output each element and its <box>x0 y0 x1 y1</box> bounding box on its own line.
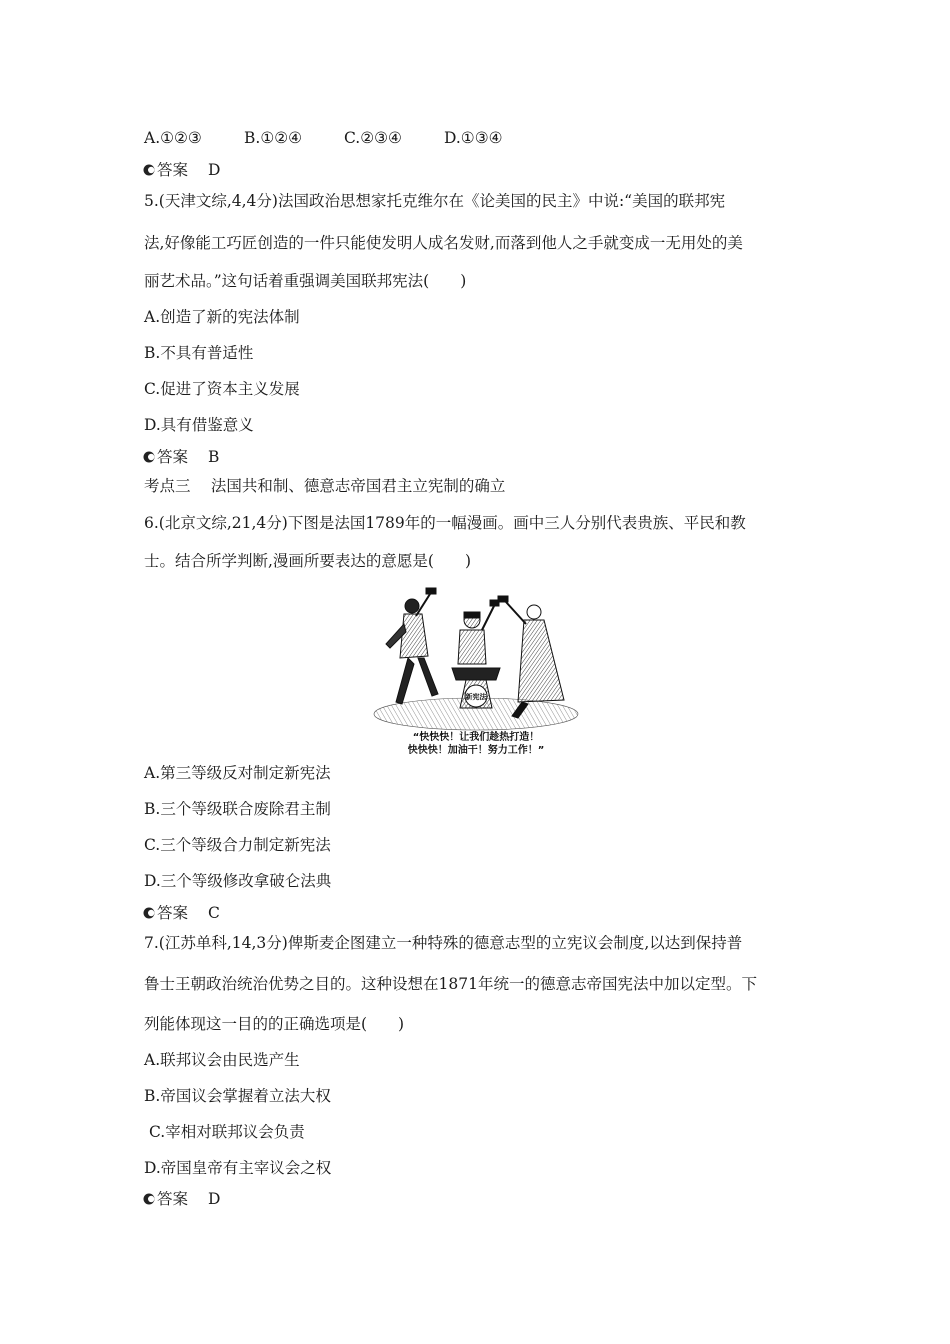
q4-option-c: C.②③④ <box>344 129 402 147</box>
cartoon-caption-line2: 快快快！加油干！努力工作！” <box>407 745 545 756</box>
answer-marker-icon <box>143 451 155 463</box>
q6-option-c: C.三个等级合力制定新宪法 <box>144 836 331 854</box>
q4-option-d: D.①③④ <box>444 129 503 147</box>
middle-figure <box>458 600 499 664</box>
answer-value: C <box>208 904 220 922</box>
q7-option-a: A.联邦议会由民选产生 <box>144 1051 300 1069</box>
answer-value: D <box>208 1190 221 1208</box>
q5-stem-line1: 5.(天津文综,4,4分)法国政治思想家托克维尔在《论美国的民主》中说:“美国的联邦宪 <box>144 192 726 210</box>
q5-option-b: B.不具有普适性 <box>144 344 254 362</box>
q6-option-b: B.三个等级联合废除君主制 <box>144 800 331 818</box>
q7-option-d: D.帝国皇帝有主宰议会之权 <box>144 1159 332 1177</box>
answer-label: 答案 <box>157 1190 189 1208</box>
q4-option-b: B.①②④ <box>244 129 303 147</box>
q7-answer <box>143 1189 220 1209</box>
q5-option-d: D.具有借鉴意义 <box>144 416 254 434</box>
answer-label: 答案 <box>157 448 189 466</box>
anvil-label: 新宪法 <box>465 693 487 701</box>
q4-option-a: A.①②③ <box>144 129 202 147</box>
q7-stem-line2: 鲁士王朝政治统治优势之目的。这种设想在1871年统一的德意志帝国宪法中加以定型。下 <box>144 975 757 993</box>
q4-options <box>144 128 503 148</box>
answer-value: B <box>208 448 220 466</box>
cartoon-caption-line1: “快快快！让我们趁热打造！ <box>412 732 540 743</box>
q4-answer <box>143 160 220 180</box>
q5-answer <box>143 447 219 467</box>
q6-stem-line1: 6.(北京文综,21,4分)下图是法国1789年的一幅漫画。画中三人分别代表贵族、平民和教 <box>144 514 746 532</box>
q5-stem-line3: 丽艺术品。”这句话着重强调美国联邦宪法( ) <box>144 272 467 290</box>
answer-marker-icon <box>143 907 155 919</box>
q6-stem-line2: 士。结合所学判断,漫画所要表达的意愿是( ) <box>144 552 472 570</box>
q6-option-a: A.第三等级反对制定新宪法 <box>144 764 331 782</box>
left-figure <box>386 588 438 704</box>
q7-option-b: B.帝国议会掌握着立法大权 <box>144 1087 331 1105</box>
answer-marker-icon <box>143 164 155 176</box>
q7-stem-line1: 7.(江苏单科,14,3分)俾斯麦企图建立一种特殊的德意志型的立宪议会制度,以达到保持普 <box>144 934 743 952</box>
answer-label: 答案 <box>157 161 189 179</box>
q5-option-c: C.促进了资本主义发展 <box>144 380 300 398</box>
q5-option-a: A.创造了新的宪法体制 <box>144 308 300 326</box>
section-heading: 考点三 法国共和制、德意志帝国君主立宪制的确立 <box>144 477 506 495</box>
answer-value: D <box>208 161 221 179</box>
q7-stem-line3: 列能体现这一目的的正确选项是( ) <box>144 1015 405 1033</box>
q7-option-c: C.宰相对联邦议会负责 <box>149 1123 305 1141</box>
answer-label: 答案 <box>157 904 189 922</box>
q5-stem-line2: 法,好像能工巧匠创造的一件只能使发明人成名发财,而落到他人之手就变成一无用处的美 <box>144 234 743 252</box>
q6-option-d: D.三个等级修改拿破仑法典 <box>144 872 332 890</box>
q6-answer <box>143 903 220 923</box>
answer-marker-icon <box>143 1193 155 1205</box>
